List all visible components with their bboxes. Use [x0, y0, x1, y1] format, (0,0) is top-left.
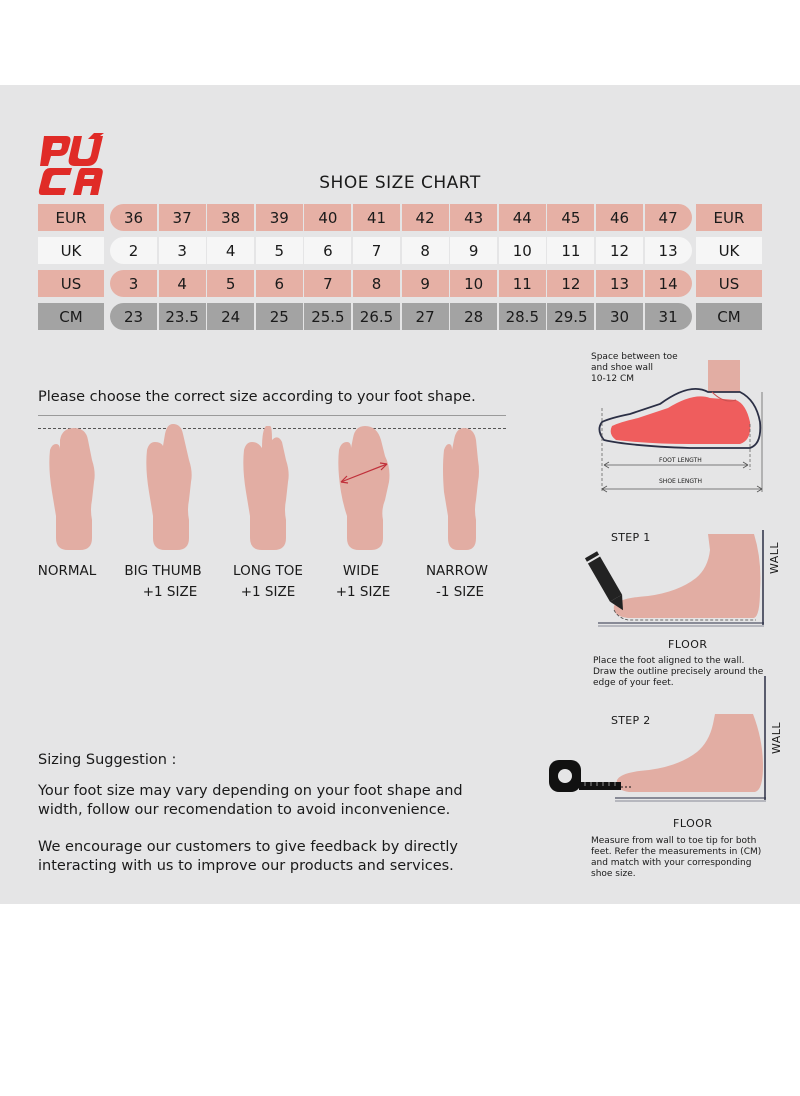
size-cell: 7: [353, 237, 400, 264]
step1-wall-label: WALL: [768, 541, 781, 574]
size-cell: 37: [159, 204, 206, 231]
size-row-cm: [38, 303, 762, 330]
size-cell: 26.5: [353, 303, 400, 330]
size-cell: 5: [256, 237, 303, 264]
step2-diagram: [545, 676, 770, 806]
divider: [38, 415, 506, 416]
size-row-eur: [38, 204, 762, 231]
size-cell: 4: [207, 237, 254, 264]
foot-label-narrow: NARROW -1 SIZE: [425, 563, 489, 600]
sizing-paragraph-1: Your foot size may vary depending on your foot shape and width, follow our recomendation to avoid inconvenience.: [38, 783, 463, 818]
size-cell: 42: [402, 204, 449, 231]
size-cell: 11: [547, 237, 594, 264]
size-cell: 40: [304, 204, 351, 231]
size-cell: 25.5: [304, 303, 351, 330]
size-cell: 2: [110, 237, 157, 264]
size-cell: 24: [207, 303, 254, 330]
step1-floor-label: FLOOR: [668, 638, 708, 651]
row-label-uk: UK: [38, 237, 104, 264]
size-cell: 43: [450, 204, 497, 231]
size-cell: 11: [499, 270, 546, 297]
shoe-length-label: SHOE LENGTH: [659, 478, 702, 485]
row-label-cm: CM: [38, 303, 104, 330]
size-cell: 10: [450, 270, 497, 297]
sizing-suggestion-title: Sizing Suggestion :: [38, 752, 177, 768]
size-cell: 41: [353, 204, 400, 231]
size-cell: 14: [645, 270, 692, 297]
shoe-space-note: Space between toe and shoe wall 10-12 CM: [591, 352, 678, 384]
size-cell: 23.5: [159, 303, 206, 330]
sizing-paragraph-2: We encourage our customers to give feedback by directly interacting with us to improve our products and services.: [38, 839, 459, 874]
size-cell: 12: [596, 237, 643, 264]
size-cell: 13: [645, 237, 692, 264]
big-thumb-foot-icon: [143, 420, 199, 552]
foot-length-label: FOOT LENGTH: [659, 457, 702, 464]
step1-diagram: [578, 530, 770, 638]
size-cell: 8: [353, 270, 400, 297]
narrow-foot-icon: [434, 420, 490, 552]
row-label-right-cm: CM: [696, 303, 762, 330]
size-row-uk: [38, 237, 762, 264]
size-cell: 9: [450, 237, 497, 264]
size-cell: 28: [450, 303, 497, 330]
size-cell: 44: [499, 204, 546, 231]
size-cell: 12: [547, 270, 594, 297]
foot-label-normal: NORMAL: [37, 563, 97, 579]
step2-description: Measure from wall to toe tip for both feet. Refer the measurements in (CM) and match with your corresponding shoe size.: [591, 836, 762, 879]
size-values-cm: [110, 303, 688, 330]
foot-label-wide: WIDE +1 SIZE: [335, 563, 391, 600]
size-cell: 6: [304, 237, 351, 264]
size-cell: 39: [256, 204, 303, 231]
row-label-right-eur: EUR: [696, 204, 762, 231]
step1-description: Place the foot aligned to the wall. Draw the outline precisely around the edge of your feet.: [593, 656, 764, 688]
size-row-us: [38, 270, 762, 297]
size-cell: 10: [499, 237, 546, 264]
size-cell: 23: [110, 303, 157, 330]
size-cell: 25: [256, 303, 303, 330]
foot-shape-heading: Please choose the correct size according to your foot shape.: [38, 389, 476, 405]
step2-wall-label: WALL: [770, 721, 783, 754]
size-cell: 36: [110, 204, 157, 231]
row-label-right-uk: UK: [696, 237, 762, 264]
size-cell: 45: [547, 204, 594, 231]
row-label-right-us: US: [696, 270, 762, 297]
chart-title: SHOE SIZE CHART: [319, 173, 481, 193]
size-values-uk: [110, 237, 688, 264]
size-cell: 28.5: [499, 303, 546, 330]
row-label-us: US: [38, 270, 104, 297]
size-cell: 38: [207, 204, 254, 231]
long-toe-foot-icon: [240, 420, 296, 552]
size-cell: 6: [256, 270, 303, 297]
size-cell: 8: [402, 237, 449, 264]
size-values-us: [110, 270, 688, 297]
size-cell: 7: [304, 270, 351, 297]
size-cell: 30: [596, 303, 643, 330]
step1-title: STEP 1: [611, 531, 651, 544]
size-cell: 47: [645, 204, 692, 231]
size-cell: 5: [207, 270, 254, 297]
size-cell: 9: [402, 270, 449, 297]
size-cell: 46: [596, 204, 643, 231]
size-cell: 27: [402, 303, 449, 330]
step2-floor-label: FLOOR: [673, 817, 713, 830]
foot-label-big-thumb: BIG THUMB +1 SIZE: [124, 563, 202, 600]
size-cell: 29.5: [547, 303, 594, 330]
size-cell: 3: [159, 237, 206, 264]
size-cell: 3: [110, 270, 157, 297]
size-values-eur: [110, 204, 688, 231]
wide-foot-icon: [337, 420, 393, 552]
step2-title: STEP 2: [611, 714, 651, 727]
normal-foot-icon: [46, 420, 102, 552]
size-cell: 4: [159, 270, 206, 297]
size-cell: 31: [645, 303, 692, 330]
size-cell: 13: [596, 270, 643, 297]
row-label-eur: EUR: [38, 204, 104, 231]
foot-label-long-toe: LONG TOE +1 SIZE: [233, 563, 303, 600]
